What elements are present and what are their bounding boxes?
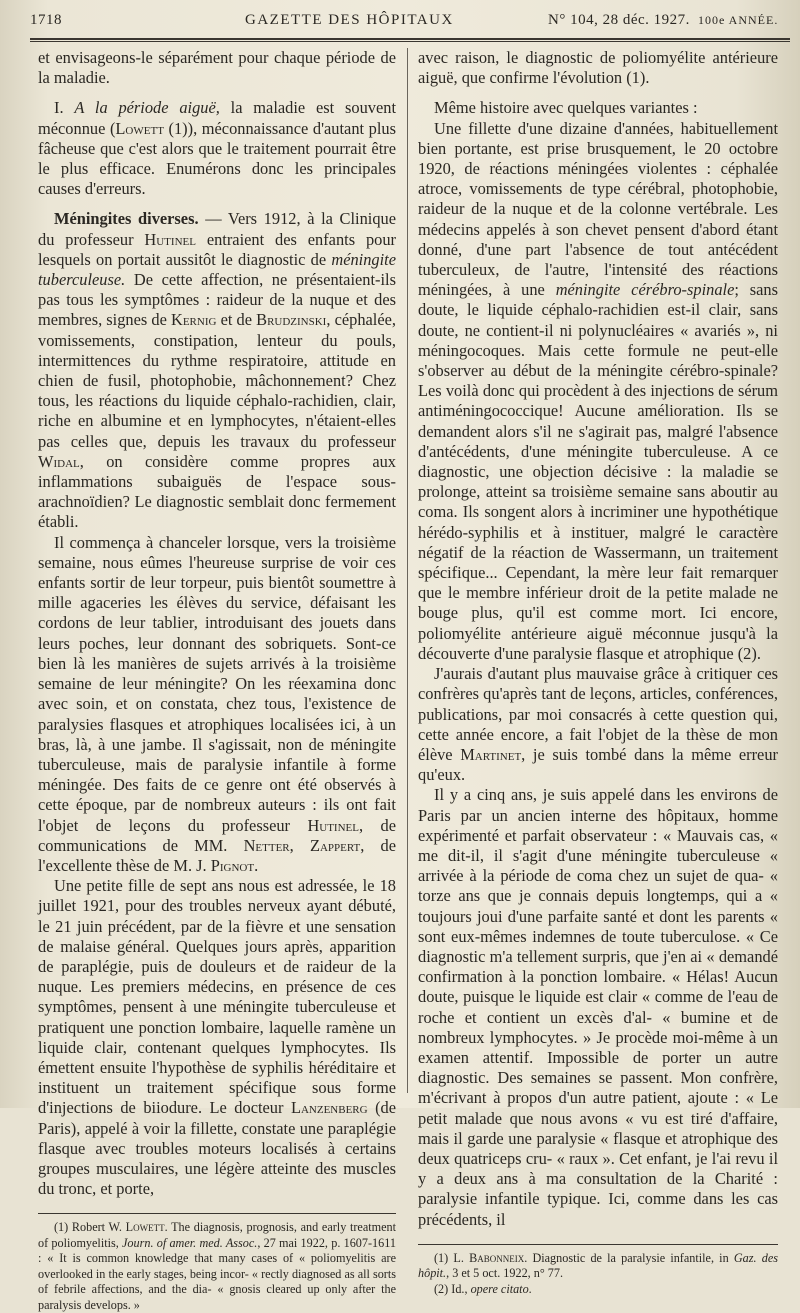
right-column bbox=[418, 48, 778, 1297]
column-divider bbox=[407, 48, 408, 1093]
paragraph: J'aurais d'autant plus mauvaise grâce à critiquer ces confrères qu'après tant de leçons, articles, conférences, publications, par moi consacrés à cette question qui, cette année encore, a fait l'objet de la thèse de mon élève Martinet, je suis tombé dans la même erreur qu'eux. bbox=[418, 664, 778, 785]
section-heading: Méningites diverses. bbox=[54, 209, 199, 229]
paragraph: I. A la période aiguë, la maladie est souvent méconnue (Lowett (1)), méconnaissance d'autant plus fâcheuse que c'est alors que le traitement pourrait être le plus efficace. Enumérons donc les principales causes d'erreurs. bbox=[38, 98, 397, 199]
footnote-rule bbox=[418, 1244, 778, 1245]
paragraph: et envisageons-le séparément pour chaque période de la maladie. bbox=[38, 48, 396, 88]
footnote: (2) Id., opere citato. bbox=[434, 1281, 532, 1296]
footnote: (1) Robert W. Lowett. The diagnosis, prognosis, and early treatment of poliomyelitis, Journ. of amer. med. Assoc., 27 mai 1922, p. 1607-1611 : « It is common knowledge that many cases of « poliomyelitis are overlooked in the early stages, being incor- « rectly diagnosed as all sorts of febrile affections, and the dia- « gnosis cleared up only after the paralysis develops. » bbox=[38, 1220, 396, 1312]
running-header bbox=[30, 10, 790, 32]
journal-title: GAZETTE DES HÔPITAUX bbox=[245, 12, 454, 28]
paragraph: avec raison, le diagnostic de poliomyélite antérieure aiguë, que confirme l'évolution (1). bbox=[418, 48, 778, 88]
footnote-rule bbox=[38, 1213, 396, 1214]
page-number: 1718 bbox=[30, 12, 62, 28]
header-rule-thin bbox=[30, 41, 790, 42]
header-rule bbox=[30, 38, 790, 40]
paragraph: Méningites diverses. — Vers 1912, à la Clinique du professeur Hutinel entraient des enfants pour lesquels on portait aussitôt le diagnostic de méningite tuberculeuse. De cette affection, ne présentaient-ils pas tous les symptômes : raideur de la nuque et des membres, signes de Kernig et de Brudzinski, céphalée, vomissements, constipation, lenteur du pouls, intermittences du rythme respiratoire, attitude en chien de fusil, photophobie, mâchonnement? Chez tous, les réactions du liquide céphalo-rachidien, clair, riche en albumine et en lymphocytes, n'étaient-elles pas celles que, depuis les travaux du professeur Widal, on considère comme propres aux inflammations subaiguës de l'espace sous-arachnoïdien? Le diagnostic semblait donc fermement établi. bbox=[38, 209, 397, 532]
left-column bbox=[38, 48, 396, 1313]
paragraph: Il commença à chanceler lorsque, vers la troisième semaine, nous eûmes l'heureuse surprise de voir ces enfants sortir de leur torpeur, puis bientôt soumettre à mille agaceries les élèves du service, défaisant les cordons de leur tablier, introduisant des jouets dans leurs poches, leur donnant des sobriquets. Sont-ce bien là les manières de sujets arrivés à la troisième semaine de leur méningite? On les réexamina donc avec soin, et on constata, chez tous, l'existence de paralysies flasques et atrophiques localisées ici, à un bras, là, à une jambe. Il s'agissait, non de méningite tuberculeuse, mais de paralysie infantile à forme méningée. Des faits de ce genre ont été observés à cette époque, par de nombreux auteurs : ils ont fait l'objet de leçons du professeur Hutinel, de communications de MM. Netter, Zappert, de l'excellente thèse de M. J. Pignot. bbox=[38, 532, 396, 875]
year-volume: 100e ANNÉE. bbox=[698, 13, 779, 27]
paragraph: Même histoire avec quelques variantes : bbox=[434, 98, 698, 118]
issue-date: N° 104, 28 déc. 1927. bbox=[548, 12, 690, 28]
footnote: (1) L. Babonneix. Diagnostic de la paralysie infantile, in Gaz. des hôpit., 3 et 5 oct. 1922, n° 77. bbox=[418, 1250, 778, 1281]
paragraph: Une fillette d'une dizaine d'années, habituellement bien portante, est prise brusquement, le 20 octobre 1920, de réactions méningées violentes : céphalée atroce, vomissements de type cérébral, photophobie, raideur de la nuque et de la colonne vertébrale. Les médecins appelés à son chevet pensent d'abord étant donné, d'une part l'absence de tout antécédent tuberculeux, de l'autre, l'intensité des réactions méningées, à une méningite cérébro-spinale; sans doute, le liquide céphalo-rachidien est-il clair, sans doute, ne contient-il ni polynucléaires « avariés », ni méningocoques. Mais cette formule ne peut-elle s'observer au début de la méningite cérébro-spinale? Les voilà donc qui procèdent à des injections de sérum antiméningococcique! Aucune amélioration. Ils se demandent alors s'il ne s'agirait pas, malgré l'absence d'antécédents, d'une méningite tuberculeuse. A ce diagnostic, une objection décisive : la maladie se prolonge, atteint sa troisième semaine sans aboutir au coma. Ils songent alors à incriminer une hypothétique hérédo-syphilis et à instituer, malgré le caractère négatif de la réaction de Wassermann, un traitement spécifique... Cependant, la mère leur fait remarquer que le membre inférieur droit de la petite malade ne bouge plus, qu'il est comme mort. Ici encore, poliomyélite antérieure aiguë méconnue jusqu'à la découverte d'une paralysie flasque et atrophique (2). bbox=[418, 118, 778, 663]
paragraph: Une petite fille de sept ans nous est adressée, le 18 juillet 1921, pour des troubles nerveux ayant débuté, le 21 juin précédent, par de la fièvre et une sensation de malaise général. Quelques jours après, apparition de paraplégie, puis de douleurs et de raideur de la nuque. Les premiers médecins, en présence de ces symptômes, pensent à une méningite tuberculeuse et pratiquent une ponction lombaire, laquelle ramène un liquide clair, contenant quelques lymphocytes. Ils émettent ensuite l'hypothèse de syphilis héréditaire et instituent un traitement spécifique sous forme d'injections de biiodure. Le docteur Lanzenberg (de Paris), appelé à voir la fillette, constate une paraplégie flasque avec troubles moteurs localisés à certains groupes musculaires, une légère atteinte des muscles du tronc, et porte, bbox=[38, 876, 396, 1199]
paragraph: Il y a cinq ans, je suis appelé dans les environs de Paris par un ancien interne des hôpitaux, homme expérimenté et parfait observateur : « Mauvais cas, « me dit-il, il s'agit d'une méningite tuberculeuse « arrivée à la période de coma chez un sujet de qua- « torze ans que je connais depuis longtemps, qui a « toujours joui d'une parfaite santé et dont les parents « sont eux-mêmes indemnes de toute tuberculose. « Ce diagnostic m'a tellement surpris, que j'en ai « demandé confirmation à la ponction lombaire. « Hélas! Aucun doute, puisque le liquide est clair « comme de l'eau de roche et contient un excès d'al- « bumine et de nombreux lymphocytes. » Je procède moi-même à un examen attentif. Impossible de porter un autre diagnostic. Des semaines se passent. Mon confrère, m'écrivant à propos d'un autre patient, ajoute : « Le petit malade que nous avons « vu est tiré d'affaire, mais il garde une paralysie « flasque et atrophique des deux quatriceps cru- « raux ». Cet enfant, je l'ai revu il y a deux ans à ma consultation de la Charité : paralysie infantile typique. Ici, comme dans les cas précédents, il bbox=[418, 785, 778, 1229]
